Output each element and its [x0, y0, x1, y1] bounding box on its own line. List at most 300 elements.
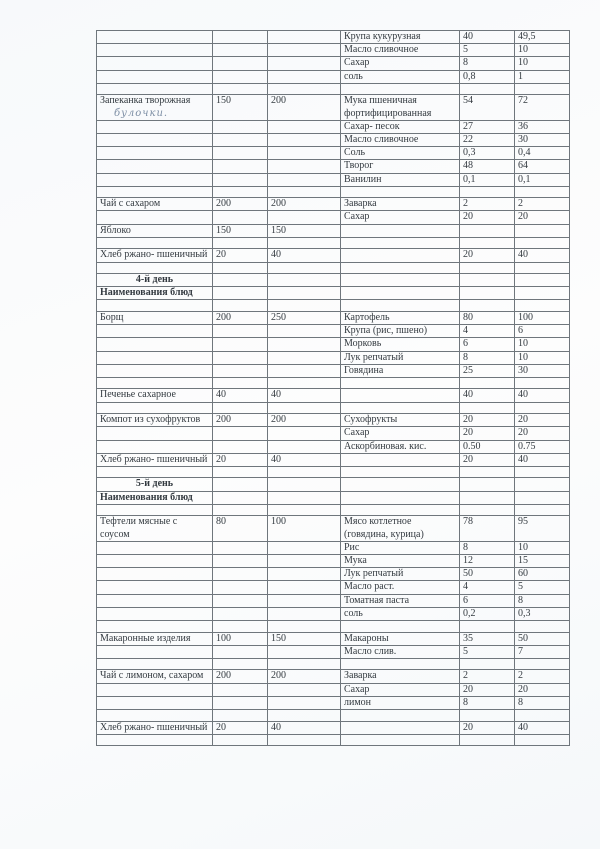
empty-cell [515, 478, 570, 491]
empty-cell [213, 325, 268, 338]
output-portion-2: 200 [268, 414, 341, 427]
empty-cell [97, 658, 213, 670]
empty-cell [268, 466, 341, 478]
output-portion-1: 40 [213, 389, 268, 402]
table-row [97, 311, 570, 324]
empty-cell [341, 658, 460, 670]
empty-cell [97, 683, 213, 696]
empty-cell [97, 710, 213, 722]
day-header-row [97, 478, 570, 491]
ingredient: Сахар [341, 683, 460, 696]
table-row [97, 173, 570, 186]
empty-cell [268, 186, 341, 198]
table-row [97, 95, 570, 120]
empty-cell [213, 491, 268, 504]
ingredient: Творог [341, 160, 460, 173]
empty-cell [460, 478, 515, 491]
empty-cell [97, 173, 213, 186]
empty-cell [460, 710, 515, 722]
ingredient-qty-2: 40 [515, 249, 570, 262]
ingredient-qty-1: 6 [460, 594, 515, 607]
ingredient-qty-1: 20 [460, 453, 515, 466]
empty-cell [213, 70, 268, 83]
ingredient: Морковь [341, 338, 460, 351]
empty-cell [268, 133, 341, 146]
empty-cell [515, 262, 570, 274]
empty-cell [341, 721, 460, 734]
empty-cell [460, 491, 515, 504]
empty-cell [268, 504, 341, 516]
empty-cell [213, 160, 268, 173]
empty-cell [213, 287, 268, 300]
ingredient: Мука [341, 555, 460, 568]
dish-name: Макаронные изделия [97, 632, 213, 645]
empty-cell [341, 453, 460, 466]
empty-cell [268, 440, 341, 453]
table-row [97, 364, 570, 377]
empty-cell [515, 186, 570, 198]
empty-cell [213, 351, 268, 364]
ingredient-qty-1: 40 [460, 31, 515, 44]
empty-cell [213, 262, 268, 274]
table-row [97, 198, 570, 211]
empty-cell [268, 621, 341, 633]
dish-name: Хлеб ржано- пшеничный [97, 721, 213, 734]
ingredient-qty-1: 6 [460, 338, 515, 351]
empty-cell [268, 57, 341, 70]
ingredient-qty-1: 5 [460, 44, 515, 57]
empty-cell [213, 402, 268, 414]
handwritten-note: булочки. [114, 107, 169, 119]
empty-cell [268, 31, 341, 44]
empty-cell [268, 351, 341, 364]
empty-cell [268, 364, 341, 377]
ingredient-qty-2: 6 [515, 325, 570, 338]
empty-cell [213, 57, 268, 70]
empty-cell [268, 658, 341, 670]
output-portion-2: 40 [268, 453, 341, 466]
ingredient-qty-2: 8 [515, 594, 570, 607]
empty-cell [268, 325, 341, 338]
table-row [97, 57, 570, 70]
output-portion-2: 100 [268, 516, 341, 541]
empty-cell [268, 427, 341, 440]
dish-name: Хлеб ржано- пшеничный [97, 249, 213, 262]
ingredient-qty-1: 0,1 [460, 173, 515, 186]
ingredient: Мука пшеничная фортифицированная [341, 95, 460, 120]
ingredient-qty-1: 78 [460, 516, 515, 541]
empty-cell [341, 710, 460, 722]
dish-name: Яблоко [97, 224, 213, 237]
spacer-row [97, 237, 570, 249]
output-portion-2: 40 [268, 389, 341, 402]
ingredient-qty-2: 0,4 [515, 147, 570, 160]
ingredient-qty-2: 100 [515, 311, 570, 324]
empty-cell [268, 160, 341, 173]
ingredient-qty-1: 5 [460, 645, 515, 658]
ingredient-qty-2: 49,5 [515, 31, 570, 44]
empty-cell [341, 262, 460, 274]
ingredient-qty-2: 36 [515, 120, 570, 133]
empty-cell [341, 300, 460, 312]
output-portion-2: 250 [268, 311, 341, 324]
table-row [97, 721, 570, 734]
table-row [97, 389, 570, 402]
table-row [97, 224, 570, 237]
ingredient-qty-1: 0,2 [460, 607, 515, 620]
dish-name: Компот из сухофруктов [97, 414, 213, 427]
ingredient-qty-2: 10 [515, 351, 570, 364]
empty-cell [460, 83, 515, 95]
empty-cell [268, 568, 341, 581]
spacer-row [97, 621, 570, 633]
empty-cell [515, 710, 570, 722]
ingredient-qty-1: 20 [460, 721, 515, 734]
empty-cell [213, 44, 268, 57]
day-label: 5-й день [97, 478, 213, 491]
ingredient: соль [341, 607, 460, 620]
ingredient-qty-1: 22 [460, 133, 515, 146]
ingredient-qty-1: 50 [460, 568, 515, 581]
empty-cell [97, 466, 213, 478]
empty-cell [268, 287, 341, 300]
empty-cell [341, 287, 460, 300]
empty-cell [515, 734, 570, 746]
empty-cell [268, 237, 341, 249]
empty-cell [97, 427, 213, 440]
ingredient-qty-2: 95 [515, 516, 570, 541]
ingredient-qty-2: 8 [515, 696, 570, 709]
empty-cell [97, 594, 213, 607]
empty-cell [341, 466, 460, 478]
ingredient-qty-2: 20 [515, 211, 570, 224]
empty-cell [268, 44, 341, 57]
table-row [97, 581, 570, 594]
empty-cell [460, 274, 515, 287]
empty-cell [213, 683, 268, 696]
menu-table [96, 30, 570, 746]
table-row [97, 427, 570, 440]
dish-name [97, 95, 213, 120]
empty-cell [213, 504, 268, 516]
empty-cell [268, 607, 341, 620]
spacer-row [97, 262, 570, 274]
empty-cell [268, 478, 341, 491]
spacer-row [97, 734, 570, 746]
empty-cell [213, 658, 268, 670]
output-portion-2: 150 [268, 632, 341, 645]
output-portion-2: 150 [268, 224, 341, 237]
empty-cell [268, 70, 341, 83]
table-row [97, 541, 570, 554]
empty-cell [97, 581, 213, 594]
empty-cell [268, 555, 341, 568]
ingredient: Крупа (рис, пшено) [341, 325, 460, 338]
ingredient: Томатная паста [341, 594, 460, 607]
ingredient: Лук репчатый [341, 351, 460, 364]
dish-names-heading-row [97, 287, 570, 300]
output-portion-2: 40 [268, 249, 341, 262]
ingredient-qty-2: 40 [515, 453, 570, 466]
ingredient-qty-2: 10 [515, 541, 570, 554]
empty-cell [213, 147, 268, 160]
dish-names-heading: Наименования блюд [97, 287, 213, 300]
empty-cell [97, 262, 213, 274]
table-row [97, 645, 570, 658]
empty-cell [213, 568, 268, 581]
empty-cell [213, 427, 268, 440]
ingredient: Сахар- песок [341, 120, 460, 133]
dish-name: Чай с лимоном, сахаром [97, 670, 213, 683]
empty-cell [97, 160, 213, 173]
ingredient-qty-1: 4 [460, 581, 515, 594]
table-row [97, 31, 570, 44]
empty-cell [213, 696, 268, 709]
empty-cell [515, 274, 570, 287]
output-portion-1: 200 [213, 670, 268, 683]
empty-cell [460, 734, 515, 746]
empty-cell [515, 658, 570, 670]
empty-cell [213, 186, 268, 198]
empty-cell [213, 211, 268, 224]
ingredient: Сухофрукты [341, 414, 460, 427]
empty-cell [97, 607, 213, 620]
ingredient-qty-1: 40 [460, 389, 515, 402]
ingredient: Заварка [341, 198, 460, 211]
ingredient: Сахар [341, 57, 460, 70]
ingredient: лимон [341, 696, 460, 709]
empty-cell [97, 377, 213, 389]
ingredient: Заварка [341, 670, 460, 683]
table-row [97, 607, 570, 620]
empty-cell [213, 594, 268, 607]
empty-cell [515, 224, 570, 237]
empty-cell [97, 338, 213, 351]
empty-cell [213, 237, 268, 249]
day-header-row [97, 274, 570, 287]
ingredient-qty-1: 4 [460, 325, 515, 338]
ingredient-qty-2: 20 [515, 683, 570, 696]
ingredient-qty-1: 8 [460, 351, 515, 364]
table-row [97, 160, 570, 173]
empty-cell [341, 402, 460, 414]
ingredient-qty-2: 7 [515, 645, 570, 658]
empty-cell [213, 300, 268, 312]
ingredient-qty-1: 2 [460, 198, 515, 211]
table-row [97, 325, 570, 338]
empty-cell [213, 710, 268, 722]
output-portion-2: 200 [268, 670, 341, 683]
ingredient-qty-1: 20 [460, 414, 515, 427]
ingredient-qty-2: 10 [515, 44, 570, 57]
empty-cell [97, 645, 213, 658]
empty-cell [97, 57, 213, 70]
empty-cell [515, 287, 570, 300]
dish-name: Чай с сахаром [97, 198, 213, 211]
ingredient-qty-2: 0,1 [515, 173, 570, 186]
empty-cell [460, 262, 515, 274]
dish-names-heading: Наименования блюд [97, 491, 213, 504]
ingredient: Сахар [341, 211, 460, 224]
ingredient-qty-1: 80 [460, 311, 515, 324]
empty-cell [213, 621, 268, 633]
ingredient-qty-2: 2 [515, 670, 570, 683]
output-portion-2: 40 [268, 721, 341, 734]
spacer-row [97, 402, 570, 414]
output-portion-1: 200 [213, 198, 268, 211]
empty-cell [268, 377, 341, 389]
ingredient: Картофель [341, 311, 460, 324]
empty-cell [213, 607, 268, 620]
ingredient: Макароны [341, 632, 460, 645]
ingredient-qty-1: 8 [460, 57, 515, 70]
empty-cell [268, 734, 341, 746]
dish-names-heading-row [97, 491, 570, 504]
empty-cell [213, 133, 268, 146]
empty-cell [97, 44, 213, 57]
table-row [97, 632, 570, 645]
ingredient-qty-2: 40 [515, 389, 570, 402]
empty-cell [213, 478, 268, 491]
empty-cell [97, 31, 213, 44]
empty-cell [97, 568, 213, 581]
dish-name: Печенье сахарное [97, 389, 213, 402]
ingredient-qty-2: 0.75 [515, 440, 570, 453]
empty-cell [460, 377, 515, 389]
output-portion-1: 200 [213, 414, 268, 427]
empty-cell [213, 555, 268, 568]
empty-cell [460, 287, 515, 300]
menu-table-body [97, 31, 570, 746]
empty-cell [460, 658, 515, 670]
empty-cell [97, 734, 213, 746]
dish-name: Тефтели мясные с соусом [97, 516, 213, 541]
empty-cell [97, 237, 213, 249]
output-portion-1: 20 [213, 721, 268, 734]
ingredient-qty-2: 5 [515, 581, 570, 594]
ingredient: Мясо котлетное (говядина, курица) [341, 516, 460, 541]
table-row [97, 44, 570, 57]
ingredient-qty-2: 1 [515, 70, 570, 83]
empty-cell [97, 402, 213, 414]
empty-cell [341, 478, 460, 491]
spacer-row [97, 377, 570, 389]
output-portion-1: 20 [213, 453, 268, 466]
ingredient: Лук репчатый [341, 568, 460, 581]
empty-cell [268, 300, 341, 312]
ingredient-qty-1: 8 [460, 541, 515, 554]
output-portion-1: 150 [213, 95, 268, 120]
ingredient: Ванилин [341, 173, 460, 186]
table-row [97, 120, 570, 133]
dish-name: Запеканка творожная [100, 95, 191, 107]
ingredient-qty-1: 20 [460, 249, 515, 262]
ingredient-qty-2: 20 [515, 427, 570, 440]
day-label: 4-й день [97, 274, 213, 287]
empty-cell [341, 377, 460, 389]
empty-cell [515, 377, 570, 389]
empty-cell [341, 621, 460, 633]
empty-cell [268, 402, 341, 414]
empty-cell [213, 274, 268, 287]
empty-cell [97, 83, 213, 95]
empty-cell [460, 402, 515, 414]
empty-cell [213, 440, 268, 453]
empty-cell [515, 466, 570, 478]
ingredient-qty-2: 10 [515, 57, 570, 70]
table-row [97, 568, 570, 581]
table-row [97, 211, 570, 224]
empty-cell [213, 120, 268, 133]
empty-cell [268, 645, 341, 658]
empty-cell [341, 491, 460, 504]
empty-cell [268, 147, 341, 160]
empty-cell [213, 541, 268, 554]
table-row [97, 351, 570, 364]
spacer-row [97, 504, 570, 516]
empty-cell [213, 734, 268, 746]
empty-cell [213, 364, 268, 377]
empty-cell [460, 504, 515, 516]
ingredient: Масло слив. [341, 645, 460, 658]
spacer-row [97, 186, 570, 198]
table-row [97, 414, 570, 427]
empty-cell [341, 734, 460, 746]
empty-cell [213, 83, 268, 95]
spacer-row [97, 300, 570, 312]
empty-cell [268, 541, 341, 554]
empty-cell [460, 237, 515, 249]
empty-cell [213, 466, 268, 478]
ingredient-qty-2: 64 [515, 160, 570, 173]
empty-cell [460, 466, 515, 478]
empty-cell [97, 120, 213, 133]
output-portion-1: 100 [213, 632, 268, 645]
spacer-row [97, 710, 570, 722]
ingredient-qty-1: 12 [460, 555, 515, 568]
empty-cell [97, 325, 213, 338]
spacer-row [97, 83, 570, 95]
ingredient: Соль [341, 147, 460, 160]
empty-cell [515, 504, 570, 516]
empty-cell [268, 173, 341, 186]
empty-cell [97, 70, 213, 83]
empty-cell [97, 440, 213, 453]
empty-cell [268, 83, 341, 95]
table-row [97, 696, 570, 709]
empty-cell [97, 541, 213, 554]
table-row [97, 338, 570, 351]
empty-cell [341, 186, 460, 198]
empty-cell [268, 274, 341, 287]
table-row [97, 555, 570, 568]
ingredient-qty-1: 27 [460, 120, 515, 133]
table-row [97, 594, 570, 607]
empty-cell [268, 581, 341, 594]
ingredient-qty-2: 30 [515, 364, 570, 377]
ingredient-qty-2: 50 [515, 632, 570, 645]
ingredient-qty-1: 20 [460, 683, 515, 696]
empty-cell [213, 377, 268, 389]
empty-cell [268, 120, 341, 133]
empty-cell [268, 594, 341, 607]
empty-cell [268, 696, 341, 709]
ingredient-qty-1: 0,3 [460, 147, 515, 160]
ingredient-qty-1: 54 [460, 95, 515, 120]
table-row [97, 440, 570, 453]
table-row [97, 249, 570, 262]
empty-cell [341, 237, 460, 249]
